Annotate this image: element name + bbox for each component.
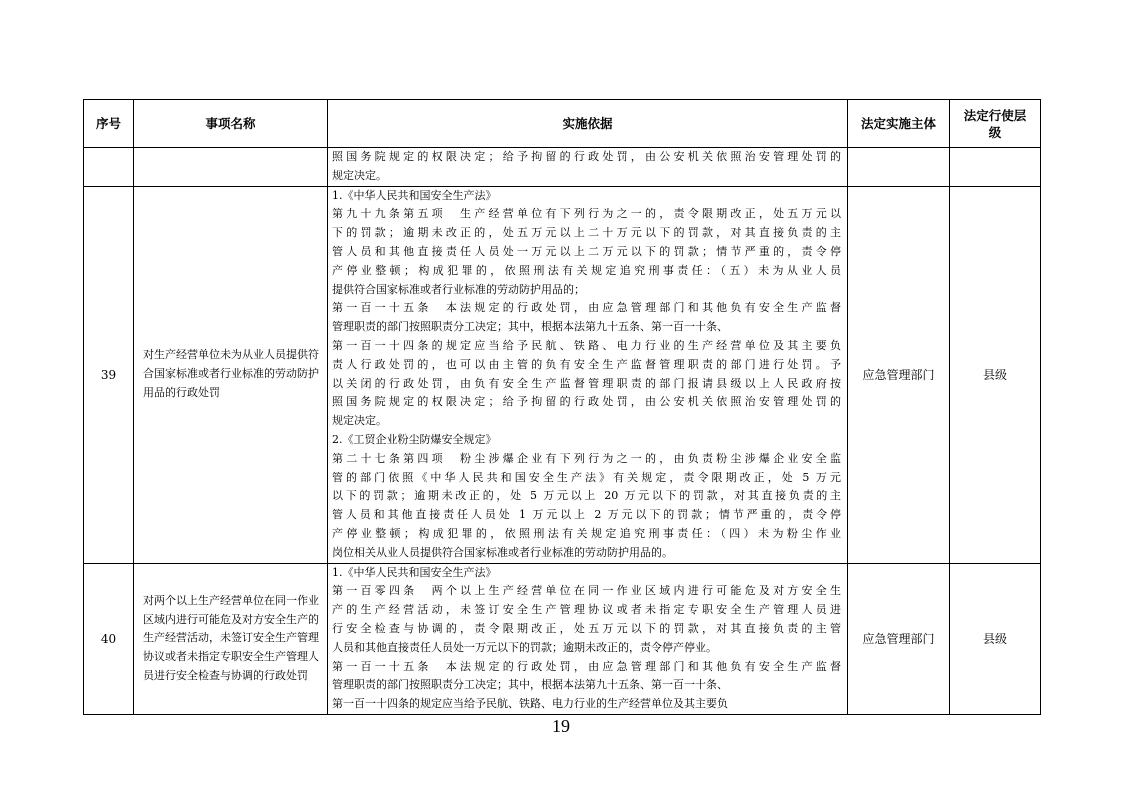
basis-line: 管理职责的部门按照职责分工决定；其中，根据本法第九十五条、第一百一十条、 bbox=[332, 678, 728, 692]
basis-line: 第一百一十五条 本法规定的行政处罚，由应急管理部门和其他负有安全生产监督 bbox=[332, 301, 841, 315]
item-name bbox=[134, 148, 328, 187]
basis-line: 行安全检查与协调的，责令限期改正，处五万元以下的罚款，对其直接负责的主管 bbox=[332, 621, 841, 635]
row-number bbox=[84, 148, 134, 187]
basis-line: 人员和其他直接责任人员处一万元以下的罚款；逾期未改正的，责令停产停业。 bbox=[332, 640, 717, 654]
header-num: 序号 bbox=[84, 100, 134, 148]
basis-cell bbox=[328, 186, 848, 563]
basis-line: 规定决定。 bbox=[332, 414, 387, 428]
basis-line: 产停业整顿；构成犯罪的，依照刑法有关规定追究刑事责任：（四）未为粉尘作业 bbox=[332, 526, 841, 540]
basis-line: 第一百一十五条 本法规定的行政处罚，由应急管理部门和其他负有安全生产监督 bbox=[332, 659, 841, 673]
basis-line: 1.《中华人民共和国安全生产法》 bbox=[332, 188, 497, 202]
basis-line: 提供符合国家标准或者行业标准的劳动防护用品的； bbox=[332, 282, 585, 296]
basis-line: 第一百一十四条的规定应当给予民航、铁路、电力行业的生产经营单位及其主要负 bbox=[332, 338, 841, 352]
header-basis: 实施依据 bbox=[328, 100, 848, 148]
basis-line: 照国务院规定的权限决定；给予拘留的行政处罚，由公安机关依照治安管理处罚的 bbox=[332, 150, 841, 163]
header-level: 法定行使层级 bbox=[950, 100, 1041, 148]
basis-line: 产的生产经营活动，未签订安全生产管理协议或者未指定专职安全生产管理人员进 bbox=[332, 603, 841, 617]
row-number: 40 bbox=[84, 563, 134, 714]
header-name: 事项名称 bbox=[134, 100, 328, 148]
basis-line: 产停业整顿；构成犯罪的，依照刑法有关规定追究刑事责任：（五）未为从业人员 bbox=[332, 263, 841, 277]
basis-line: 管人员和其他直接责任人员处 1 万元以上 2 万元以下的罚款；情节严重的，责令停 bbox=[332, 508, 841, 522]
basis-line: 第二十七条第四项 粉尘涉爆企业有下列行为之一的，由负责粉尘涉爆企业安全监 bbox=[332, 451, 841, 465]
basis-line: 第九十九条第五项 生产经营单位有下列行为之一的，责令限期改正，处五万元以 bbox=[332, 207, 841, 221]
basis-line: 责人行政处罚的，也可以由主管的负有安全生产监督管理职责的部门进行处罚。予 bbox=[332, 357, 841, 371]
exercise-level: 县级 bbox=[950, 563, 1041, 714]
basis-line: 岗位相关从业人员提供符合国家标准或者行业标准的劳动防护用品的。 bbox=[332, 545, 673, 559]
basis-line: 规定决定。 bbox=[332, 168, 387, 182]
implementing-subject bbox=[848, 148, 950, 187]
basis-line: 管理职责的部门按照职责分工决定；其中，根据本法第九十五条、第一百一十条、 bbox=[332, 320, 728, 334]
table-header-row bbox=[84, 100, 1041, 148]
document-table bbox=[83, 99, 1041, 715]
basis-line: 第一百一十四条的规定应当给予民航、铁路、电力行业的生产经营单位及其主要负 bbox=[332, 697, 728, 711]
table-row bbox=[84, 186, 1041, 563]
basis-line: 照国务院规定的权限决定；给予拘留的行政处罚，由公安机关依照治安管理处罚的 bbox=[332, 395, 841, 409]
basis-line: 1.《中华人民共和国安全生产法》 bbox=[332, 565, 497, 579]
basis-line: 2.《工贸企业粉尘防爆安全规定》 bbox=[332, 432, 497, 446]
table-row bbox=[84, 563, 1041, 714]
basis-line: 下的罚款；逾期未改正的，处五万元以上二十万元以下的罚款，对其直接负责的主 bbox=[332, 226, 841, 240]
basis-cell bbox=[328, 563, 848, 714]
exercise-level bbox=[950, 148, 1041, 187]
basis-line: 管人员和其他直接责任人员处一万元以上二万元以下的罚款；情节严重的，责令停 bbox=[332, 244, 841, 258]
basis-line: 以下的罚款；逾期未改正的，处 5 万元以上 20 万元以下的罚款，对其直接负责的主 bbox=[332, 489, 841, 503]
page-number: 19 bbox=[552, 716, 570, 736]
basis-line: 管的部门依照《中华人民共和国安全生产法》有关规定，责令限期改正，处 5 万元 bbox=[332, 470, 841, 484]
table-body bbox=[84, 148, 1041, 715]
basis-line: 第一百零四条 两个以上生产经营单位在同一作业区域内进行可能危及对方安全生 bbox=[332, 584, 841, 598]
table-row bbox=[84, 148, 1041, 187]
header-subject: 法定实施主体 bbox=[848, 100, 950, 148]
basis-line: 以关闭的行政处罚，由负有安全生产监督管理职责的部门报请县级以上人民政府按 bbox=[332, 376, 841, 390]
row-number: 39 bbox=[84, 186, 134, 563]
basis-cell bbox=[328, 148, 848, 187]
exercise-level: 县级 bbox=[950, 186, 1041, 563]
item-name: 对生产经营单位未为从业人员提供符合国家标准或者行业标准的劳动防护用品的行政处罚 bbox=[134, 186, 328, 563]
item-name: 对两个以上生产经营单位在同一作业区域内进行可能危及对方安全生产的生产经营活动，未签订安全生产管理协议或者未指定专职安全生产管理人员进行安全检查与协调的行政处罚 bbox=[134, 563, 328, 714]
implementing-subject: 应急管理部门 bbox=[848, 186, 950, 563]
implementing-subject: 应急管理部门 bbox=[848, 563, 950, 714]
